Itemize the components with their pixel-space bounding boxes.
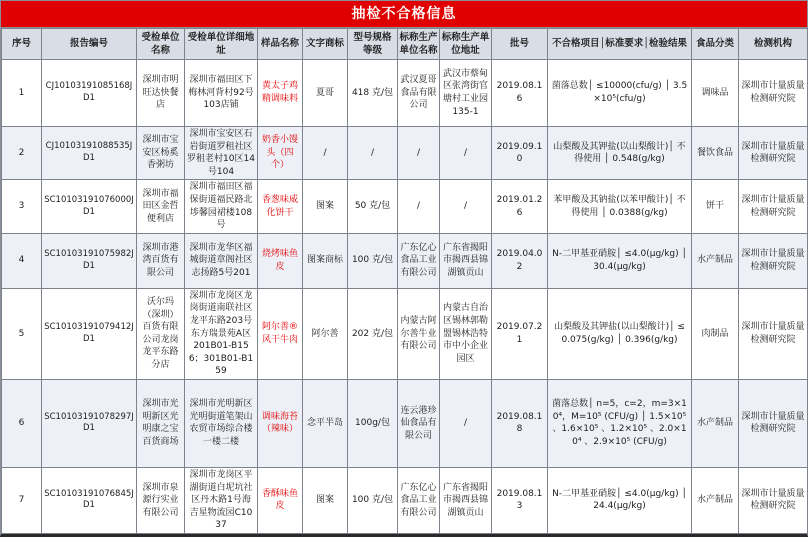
- cell-agency: 深圳市计量质量检测研究院: [739, 288, 808, 379]
- cell-producer-address: 武汉市蔡甸区张湾街官塘村工业园135-1: [440, 60, 492, 127]
- cell-spec: 100 克/包: [348, 467, 398, 533]
- cell-no: 2: [2, 127, 42, 180]
- cell-sample-name: 阿尔善®风干牛肉: [258, 288, 303, 379]
- cell-agency: 深圳市计量质量检测研究院: [739, 467, 808, 533]
- cell-category: 肉制品: [692, 288, 739, 379]
- cell-producer-name: /: [398, 127, 440, 180]
- cell-spec: 202 克/包: [348, 288, 398, 379]
- cell-sample-name: 烧烤味鱼皮: [258, 233, 303, 288]
- cell-producer-name: 广东亿心食品工业有限公司: [398, 233, 440, 288]
- cell-report-no: SC10103191079412JD1: [42, 288, 137, 379]
- cell-spec: /: [348, 127, 398, 180]
- cell-no: 6: [2, 379, 42, 467]
- cell-batch-no: 2019.09.10: [492, 127, 548, 180]
- table-row: [2, 288, 808, 379]
- cell-no: 3: [2, 180, 42, 233]
- cell-category: 饼干: [692, 180, 739, 233]
- table-body: [2, 60, 808, 534]
- cell-no: 7: [2, 467, 42, 533]
- column-header-producer-name: 标称生产单位名称: [398, 29, 440, 60]
- cell-unit-address: 深圳市福田区福保街道福民路北埗馨园裙楼108号: [185, 180, 258, 233]
- cell-report-no: CJ10103191088535JD1: [42, 127, 137, 180]
- column-header-producer-address: 标称生产单位地址: [440, 29, 492, 60]
- cell-producer-address: /: [440, 379, 492, 467]
- cell-trademark: 图案: [303, 467, 348, 533]
- cell-spec: 100g/包: [348, 379, 398, 467]
- cell-category: 水产制品: [692, 233, 739, 288]
- cell-producer-address: 内蒙古自治区锡林郭勒盟锡林浩特市中小企业园区: [440, 288, 492, 379]
- column-header-no: 序号: [2, 29, 42, 60]
- cell-producer-name: /: [398, 180, 440, 233]
- cell-agency: 深圳市计量质量检测研究院: [739, 60, 808, 127]
- cell-result: 山梨酸及其钾盐(以山梨酸计)│ ≤0.075(g/kg) │ 0.396(g/kg): [548, 288, 692, 379]
- cell-trademark: 图案: [303, 180, 348, 233]
- table-row: [2, 467, 808, 533]
- cell-trademark: 图案商标: [303, 233, 348, 288]
- column-header-result: 不合格项目│标准要求│检验结果: [548, 29, 692, 60]
- column-header-category: 食品分类: [692, 29, 739, 60]
- cell-producer-address: /: [440, 180, 492, 233]
- page-title: 抽检不合格信息: [1, 1, 807, 28]
- cell-batch-no: 2019.04.02: [492, 233, 548, 288]
- inspection-table: [1, 28, 808, 534]
- cell-sample-name: 奶香小馒头（四个）: [258, 127, 303, 180]
- cell-unit-address: 深圳市龙华区福城街道章阁社区志扬路5号201: [185, 233, 258, 288]
- cell-batch-no: 2019.07.21: [492, 288, 548, 379]
- cell-unit-name: 深圳市明旺达快餐店: [137, 60, 185, 127]
- cell-result: 山梨酸及其钾盐(以山梨酸计)│ 不得使用 │ 0.548(g/kg): [548, 127, 692, 180]
- cell-category: 餐饮食品: [692, 127, 739, 180]
- cell-agency: 深圳市计量质量检测研究院: [739, 180, 808, 233]
- cell-agency: 深圳市计量质量检测研究院: [739, 127, 808, 180]
- table-row: [2, 379, 808, 467]
- column-header-batch-no: 批号: [492, 29, 548, 60]
- cell-unit-address: 深圳市光明新区光明街道笔架山农贸市场综合楼一楼二楼: [185, 379, 258, 467]
- cell-unit-name: 深圳市泉源行实业有限公司: [137, 467, 185, 533]
- cell-unit-address: 深圳市龙岗区龙岗街道南联社区龙平东路203号东方瑞景苑A区 201B01-B156；301B01-B159: [185, 288, 258, 379]
- cell-result: 菌落总数│ n=5，c=2，m=3×10⁴，M=10⁵ (CFU/g) │ 1.5×10⁵ 、1.6×10⁵ 、1.2×10⁵ 、2.0×10⁴ 、2.9×10⁵ (CFU/g): [548, 379, 692, 467]
- cell-report-no: SC10103191076845JD1: [42, 467, 137, 533]
- cell-producer-name: 广东亿心食品工业有限公司: [398, 467, 440, 533]
- cell-producer-name: 连云港珍仙食品有限公司: [398, 379, 440, 467]
- cell-no: 4: [2, 233, 42, 288]
- cell-result: 菌落总数│ ≤10000(cfu/g) │ 3.5×10⁵(cfu/g): [548, 60, 692, 127]
- header-row: [2, 29, 808, 60]
- column-header-trademark: 文字商标: [303, 29, 348, 60]
- cell-unit-address: 深圳市宝安区石岩街道罗租社区罗租老村10区14号104: [185, 127, 258, 180]
- cell-spec: 50 克/包: [348, 180, 398, 233]
- cell-result: N-二甲基亚硝胺│ ≤4.0(μg/kg) │ 24.4(μg/kg): [548, 467, 692, 533]
- cell-report-no: CJ10103191085168JD1: [42, 60, 137, 127]
- table-row: [2, 127, 808, 180]
- column-header-sample-name: 样品名称: [258, 29, 303, 60]
- cell-unit-name: 沃尔玛（深圳）百货有限公司龙岗龙平东路分店: [137, 288, 185, 379]
- cell-category: 水产制品: [692, 379, 739, 467]
- cell-unit-name: 深圳市港湾百货有限公司: [137, 233, 185, 288]
- cell-spec: 100 克/包: [348, 233, 398, 288]
- cell-batch-no: 2019.08.13: [492, 467, 548, 533]
- cell-result: 苯甲酸及其钠盐(以苯甲酸计)│ 不得使用 │ 0.0388(g/kg): [548, 180, 692, 233]
- table-row: [2, 60, 808, 127]
- cell-category: 调味品: [692, 60, 739, 127]
- column-header-unit-name: 受检单位名称: [137, 29, 185, 60]
- cell-report-no: SC10103191076000JD1: [42, 180, 137, 233]
- cell-sample-name: 香葱味威化饼干: [258, 180, 303, 233]
- cell-producer-address: 广东省揭阳市揭西县锦湖镇贡山: [440, 467, 492, 533]
- cell-agency: 深圳市计量质量检测研究院: [739, 233, 808, 288]
- cell-batch-no: 2019.01.26: [492, 180, 548, 233]
- cell-trademark: 阿尔善: [303, 288, 348, 379]
- cell-producer-name: 内蒙古阿尔善牛业有限公司: [398, 288, 440, 379]
- table-row: [2, 233, 808, 288]
- cell-category: 水产制品: [692, 467, 739, 533]
- column-header-report-no: 报告编号: [42, 29, 137, 60]
- cell-producer-name: 武汉夏哥食品有限公司: [398, 60, 440, 127]
- cell-batch-no: 2019.08.16: [492, 60, 548, 127]
- cell-result: N-二甲基亚硝胺│ ≤4.0(μg/kg) │ 30.4(μg/kg): [548, 233, 692, 288]
- cell-report-no: SC10103191075982JD1: [42, 233, 137, 288]
- cell-producer-address: /: [440, 127, 492, 180]
- cell-unit-name: 深圳市光明新区光明康之宝百货商场: [137, 379, 185, 467]
- cell-producer-address: 广东省揭阳市揭西县锦湖镇贡山: [440, 233, 492, 288]
- cell-trademark: 夏哥: [303, 60, 348, 127]
- table-row: [2, 180, 808, 233]
- cell-unit-address: 深圳市龙岗区平湖街道白坭坑社区丹木路1号海吉星物流园C1037: [185, 467, 258, 533]
- column-header-spec: 型号规格等级: [348, 29, 398, 60]
- column-header-agency: 检测机构: [739, 29, 808, 60]
- column-header-unit-address: 受检单位详细地址: [185, 29, 258, 60]
- table-header: [2, 29, 808, 60]
- cell-sample-name: 调味海苔（辣味）: [258, 379, 303, 467]
- cell-report-no: SC10103191078297JD1: [42, 379, 137, 467]
- cell-unit-name: 深圳市宝安区杨奚香粥坊: [137, 127, 185, 180]
- cell-batch-no: 2019.08.18: [492, 379, 548, 467]
- cell-trademark: /: [303, 127, 348, 180]
- cell-sample-name: 黄太子鸡精调味料: [258, 60, 303, 127]
- cell-no: 5: [2, 288, 42, 379]
- cell-agency: 深圳市计量质量检测研究院: [739, 379, 808, 467]
- cell-sample-name: 香酥味鱼皮: [258, 467, 303, 533]
- cell-unit-address: 深圳市福田区下梅林河背村92号103店铺: [185, 60, 258, 127]
- cell-no: 1: [2, 60, 42, 127]
- cell-spec: 418 克/包: [348, 60, 398, 127]
- cell-unit-name: 深圳市福田区金哲便利店: [137, 180, 185, 233]
- cell-trademark: 念平半岛: [303, 379, 348, 467]
